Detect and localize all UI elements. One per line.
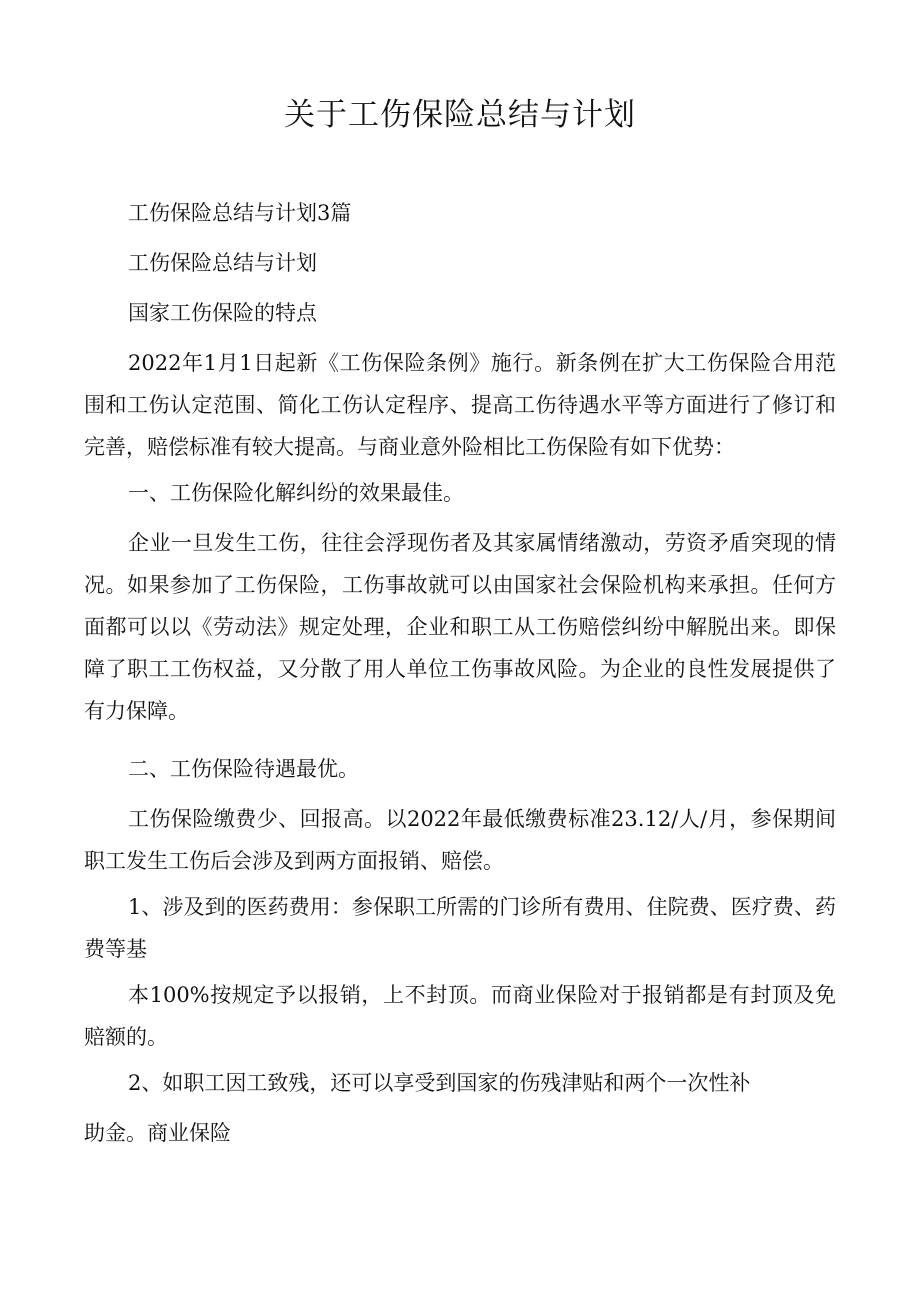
paragraph-point-one: 一、工伤保险化解纠纷的效果最佳。	[128, 481, 464, 505]
paragraph-item-two-cont: 助金。商业保险	[84, 1121, 231, 1145]
paragraph-subtitle: 工伤保险总结与计划3篇	[128, 201, 352, 225]
paragraph-section-title: 国家工伤保险的特点	[128, 301, 317, 325]
paragraph-item-one: 1、涉及到的医药费用：参保职工所需的门诊所有费用、住院费、医疗费、药费等基	[84, 895, 836, 961]
paragraph-heading: 工伤保险总结与计划	[128, 251, 317, 275]
paragraph-intro: 2022年1月1日起新《工伤保险条例》施行。新条例在扩大工伤保险合用范围和工伤认定范围、简化工伤认定程序、提高工伤待遇水平等方面进行了修订和完善，赔偿标准有较大提高。与商业意外险相比工伤保险有如下优势：	[84, 351, 836, 459]
paragraph-item-two: 2、如职工因工致残，还可以享受到国家的伤残津贴和两个一次性补	[128, 1071, 751, 1095]
document-title: 关于工伤保险总结与计划	[284, 97, 636, 133]
paragraph-point-two-body: 工伤保险缴费少、回报高。以2022年最低缴费标准23.12/人/月，参保期间职工发生工伤后会涉及到两方面报销、赔偿。	[84, 807, 836, 873]
paragraph-item-one-cont: 本100%按规定予以报销，上不封顶。而商业保险对于报销都是有封顶及免赔额的。	[84, 983, 836, 1049]
paragraph-point-one-body: 企业一旦发生工伤，往往会浮现伤者及其家属情绪激动，劳资矛盾突现的情况。如果参加了工伤保险，工伤事故就可以由国家社会保险机构来承担。任何方面都可以以《劳动法》规定处理，企业和职工从工伤赔偿纠纷中解脱出来。即保障了职工工伤权益，又分散了用人单位工伤事故风险。为企业的良性发展提供了有力保障。	[84, 531, 836, 723]
document-body	[84, 192, 836, 1162]
paragraph-point-two: 二、工伤保险待遇最优。	[128, 757, 359, 781]
